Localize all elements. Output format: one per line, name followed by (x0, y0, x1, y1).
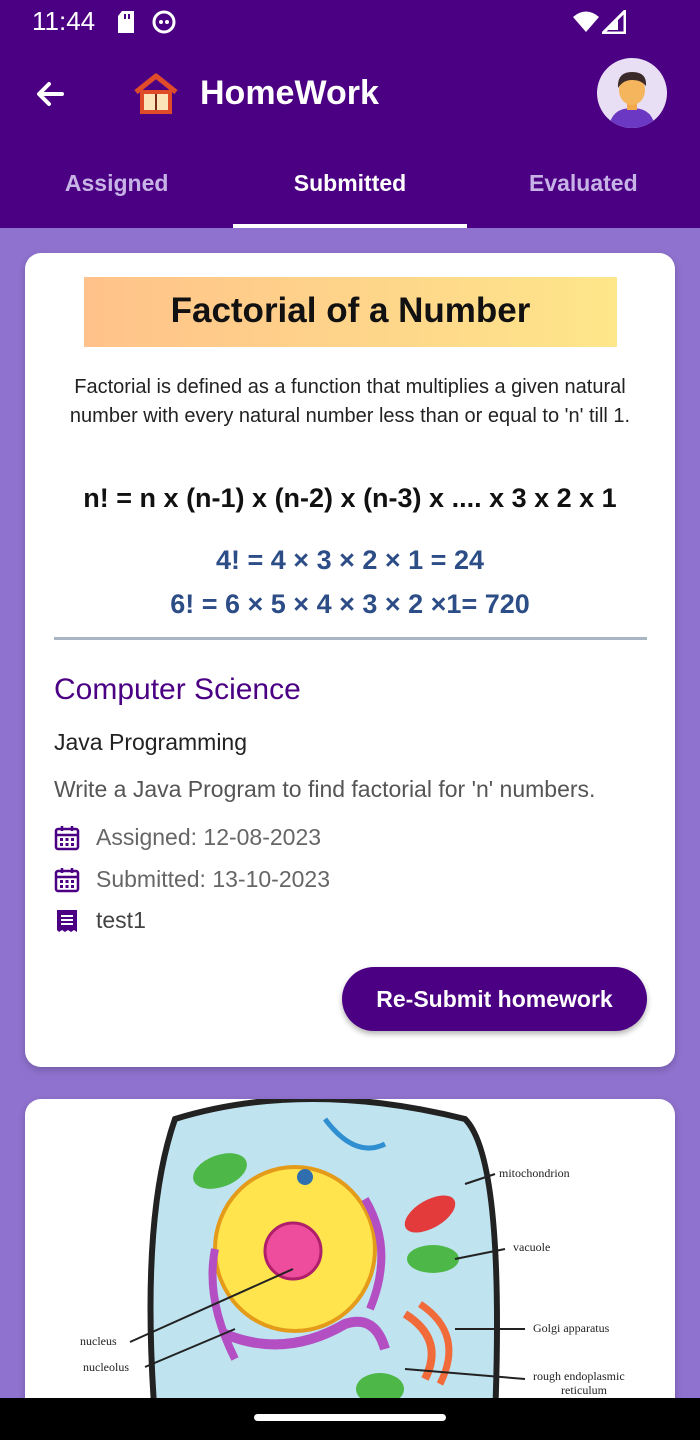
navigation-bar (0, 1398, 700, 1440)
image-title: Factorial of a Number (170, 291, 531, 330)
label-nucleolus: nucleolus (83, 1360, 129, 1374)
tab-assigned[interactable]: Assigned (64, 170, 169, 196)
resubmit-homework-button[interactable]: Re-Submit homework (342, 967, 647, 1031)
assigned-date-row (54, 824, 321, 851)
app-bar (0, 44, 700, 228)
homework-image-banner (84, 277, 617, 347)
wifi-icon (572, 10, 600, 39)
attachment-name: test1 (96, 907, 146, 933)
back-button[interactable] (30, 74, 70, 114)
label-vacuole: vacuole (513, 1240, 551, 1254)
label-mitochondrion: mitochondrion (499, 1166, 570, 1180)
homework-card[interactable] (25, 253, 675, 1067)
topic-text: Java Programming (54, 729, 248, 755)
attachment-row[interactable] (54, 907, 146, 934)
label-rough-er-1: rough endoplasmic (533, 1369, 625, 1383)
description-text: Write a Java Program to find factorial for 'n' numbers. (54, 776, 596, 802)
avatar[interactable] (597, 58, 667, 128)
submitted-date-row (54, 866, 330, 893)
status-bar (0, 0, 700, 44)
tab-submitted[interactable]: Submitted (233, 156, 466, 228)
user-avatar-icon (597, 58, 667, 128)
receipt-icon (54, 908, 80, 934)
subject-title: Computer Science (54, 673, 301, 706)
label-golgi: Golgi apparatus (533, 1321, 610, 1335)
tab-bar (0, 156, 700, 228)
image-formula: n! = n x (n-1) x (n-2) x (n-3) x .... x 3 x 2 x 1 (83, 483, 617, 513)
calendar-icon (54, 825, 80, 851)
sd-card-icon (116, 10, 136, 39)
arrow-left-icon (30, 74, 70, 114)
status-time: 11:44 (32, 6, 96, 36)
assigned-date: Assigned: 12-08-2023 (96, 824, 322, 850)
label-nucleus: nucleus (80, 1334, 117, 1348)
cell-diagram (25, 1099, 675, 1419)
home-gesture-handle[interactable] (254, 1414, 446, 1421)
image-example-1: 4! = 4 × 3 × 2 × 1 = 24 (216, 545, 484, 575)
tab-evaluated[interactable]: Evaluated (528, 170, 638, 196)
notification-app-icon (152, 10, 176, 39)
homework-logo-icon (132, 72, 180, 121)
image-definition: Factorial is defined as a function that multiplies a given natural number with every natural number less than or equal to 'n' till 1. (69, 376, 631, 427)
image-divider (54, 637, 647, 640)
calendar-icon (54, 867, 80, 893)
signal-icon (602, 10, 626, 39)
homework-card-2[interactable] (25, 1099, 675, 1419)
app-title: HomeWork (200, 74, 379, 112)
image-example-2: 6! = 6 × 5 × 4 × 3 × 2 ×1= 720 (170, 589, 530, 619)
label-rough-er-2: reticulum (561, 1383, 607, 1397)
submitted-date: Submitted: 13-10-2023 (96, 866, 330, 892)
